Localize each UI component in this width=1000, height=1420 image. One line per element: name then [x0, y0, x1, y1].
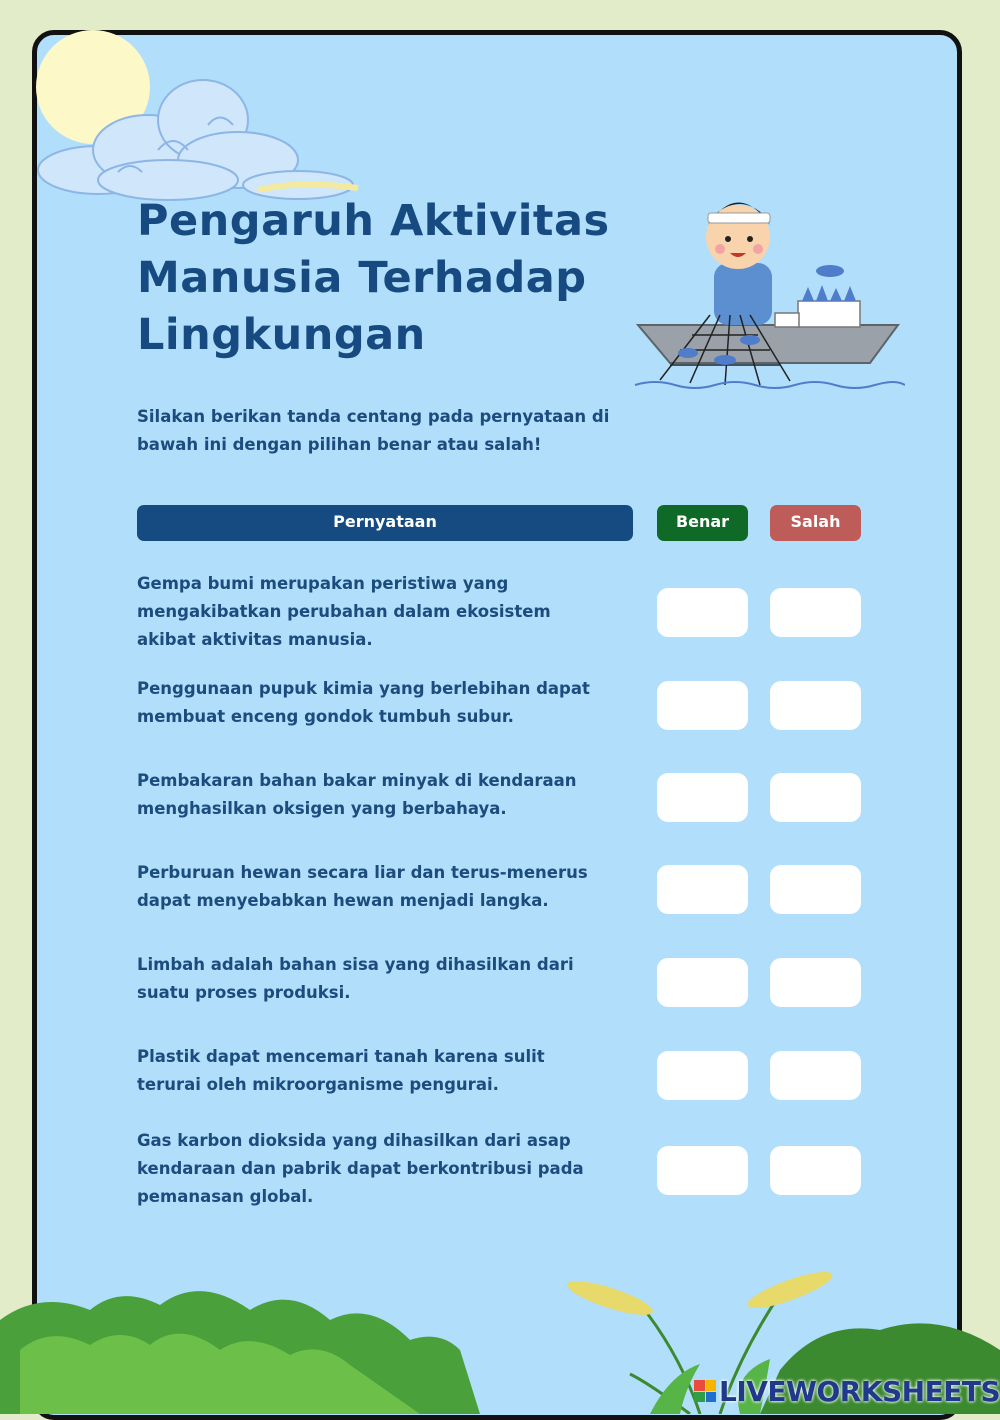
statement-7: Gas karbon dioksida yang dihasilkan dari asap kendaraan dan pabrik dapat berkontribusi pada pemanasan global. [137, 1131, 584, 1206]
header-benar: Benar [657, 505, 748, 541]
answer-box-benar-1[interactable] [657, 588, 748, 637]
header-pernyataan: Pernyataan [137, 505, 633, 541]
brand-name: LIVEWORKSHEETS [719, 1374, 1000, 1408]
answer-box-salah-5[interactable] [770, 958, 861, 1007]
statement-6: Plastik dapat mencemari tanah karena sulit terurai oleh mikroorganisme pengurai. [137, 1047, 545, 1094]
page-title [137, 193, 610, 364]
answer-box-benar-7[interactable] [657, 1146, 748, 1195]
header-salah: Salah [770, 505, 861, 541]
statement-2: Penggunaan pupuk kimia yang berlebihan dapat membuat enceng gondok tumbuh subur. [137, 679, 590, 726]
title-line-2: Manusia Terhadap [137, 253, 587, 303]
statement-1: Gempa bumi merupakan peristiwa yang mengakibatkan perubahan dalam ekosistem akibat aktivitas manusia. [137, 574, 551, 649]
answer-box-salah-6[interactable] [770, 1051, 861, 1100]
statement-5: Limbah adalah bahan sisa yang dihasilkan dari suatu proses produksi. [137, 955, 574, 1002]
brand-logo-icon [694, 1380, 716, 1402]
cloud-illustration [28, 40, 368, 210]
title-line-3: Lingkungan [137, 310, 426, 360]
title-line-1: Pengaruh Aktivitas [137, 196, 610, 246]
statement-4: Perburuan hewan secara liar dan terus-menerus dapat menyebabkan hewan menjadi langka. [137, 863, 588, 910]
instructions-text: Silakan berikan tanda centang pada pernyataan di bawah ini dengan pilihan benar atau salah! [137, 407, 610, 454]
answer-box-salah-3[interactable] [770, 773, 861, 822]
answer-box-benar-6[interactable] [657, 1051, 748, 1100]
answer-box-salah-7[interactable] [770, 1146, 861, 1195]
answer-box-benar-4[interactable] [657, 865, 748, 914]
answer-box-salah-4[interactable] [770, 865, 861, 914]
statement-3: Pembakaran bahan bakar minyak di kendaraan menghasilkan oksigen yang berbahaya. [137, 771, 577, 818]
fisherman-illustration [630, 185, 905, 395]
answer-box-benar-5[interactable] [657, 958, 748, 1007]
answer-box-benar-3[interactable] [657, 773, 748, 822]
answer-box-salah-2[interactable] [770, 681, 861, 730]
liveworksheets-logo [694, 1374, 1000, 1408]
answer-box-salah-1[interactable] [770, 588, 861, 637]
answer-box-benar-2[interactable] [657, 681, 748, 730]
